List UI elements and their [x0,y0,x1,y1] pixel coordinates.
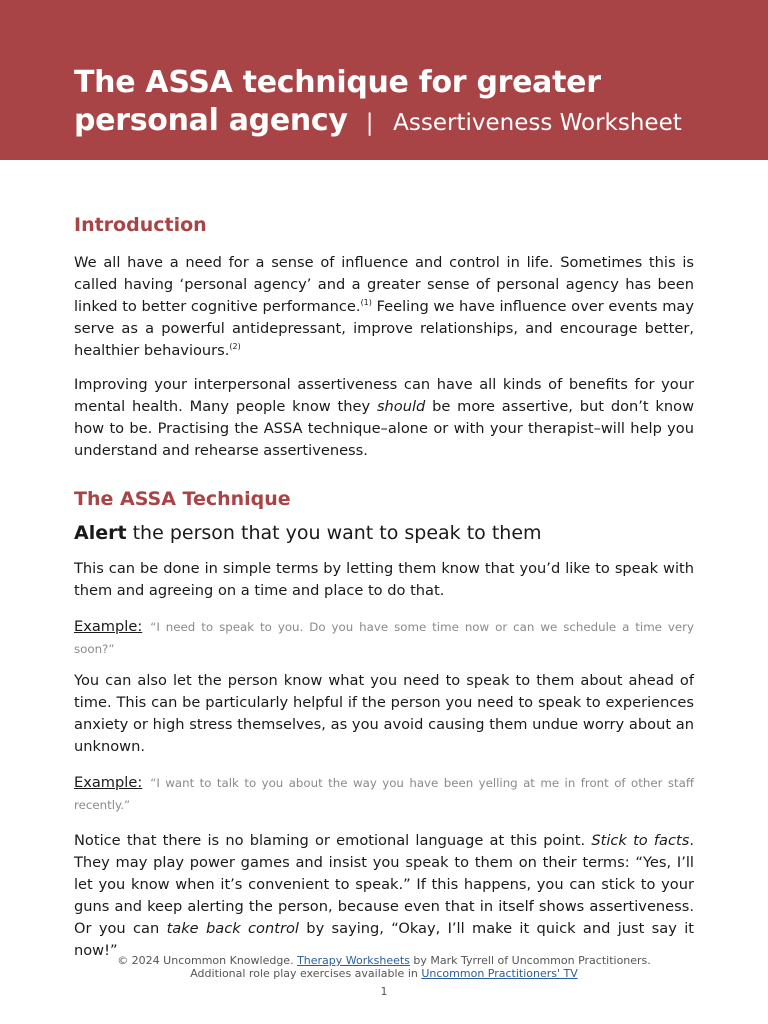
p2-emphasis: should [376,398,426,415]
intro-paragraph-1 [74,252,694,362]
therapy-worksheets-link[interactable]: Therapy Worksheets [297,954,410,967]
p5-text-a: Notice that there is no blaming or emotional language at this point. [74,832,592,849]
header-banner [0,0,768,160]
page-title [74,64,682,142]
subtitle: Assertiveness Worksheet [393,110,682,136]
example-quote: “I need to speak to you. Do you have some time now or can we schedule a time very soon?” [74,620,694,656]
example-label: Example: [74,618,143,635]
technique-heading: The ASSA Technique [74,488,291,510]
title-line-1: The ASSA technique for greater [74,65,601,100]
footer-line-2 [0,967,768,980]
p5-emphasis-2: take back control [166,920,299,937]
p5-emphasis-1: Stick to facts [591,832,690,849]
intro-heading: Introduction [74,214,207,236]
citation-2: (2) [229,342,241,352]
alert-bold: Alert [74,522,127,544]
citation-1: (1) [360,298,372,308]
p5-text-c: by saying, “Okay, I’ll make it quick and just say it now!” [74,920,694,959]
technique-paragraph-3 [74,830,694,962]
practitioners-tv-link[interactable]: Uncommon Practitioners' TV [421,967,578,980]
p5-text-b: . They may play power games and insist you speak to them on their terms: “Yes, I’ll let you know when it’s convenient to speak.” If this happens, you can stick to your guns and keep alerting the person, because even that in itself shows assertiveness. Or you can [74,832,694,937]
technique-paragraph-1: This can be done in simple terms by letting them know that you’d like to speak with them and agreeing on a time and place to do that. [74,560,694,599]
example-1 [74,616,694,660]
p2-text-b: be more assertive, but don’t know how to be. Practising the ASSA technique–alone or with your therapist–will help you understand and rehearse assertiveness. [74,398,694,459]
title-line-2: personal agency [74,103,348,138]
author-text: by Mark Tyrrell of Uncommon Practitioners. [409,954,651,967]
page-number: 1 [380,985,388,998]
footer-line-1 [0,954,768,967]
title-separator: | [365,110,374,136]
alert-rest: the person that you want to speak to them [126,522,542,544]
p2-text-a: Improving your interpersonal assertiveness can have all kinds of benefits for your mental health. Many people know they [74,376,694,415]
example-2 [74,772,694,816]
p1-text-a: We all have a need for a sense of influence and control in life. Sometimes this is called having ‘personal agency’ and a greater sense of personal agency has been linked to better cognitive performance. [74,254,694,315]
example-label: Example: [74,774,143,791]
additional-text: Additional role play exercises available in [190,967,422,980]
example-quote: “I want to talk to you about the way you have been yelling at me in front of other staff recently.” [74,776,694,812]
copyright-text: © 2024 Uncommon Knowledge. [117,954,298,967]
technique-paragraph-2: You can also let the person know what you need to speak to them about ahead of time. This can be particularly helpful if the person you need to speak to experiences anxiety or high stress themselves, as you avoid causing them undue worry about an unknown. [74,672,694,755]
alert-subheading [74,520,694,546]
footer [0,954,768,980]
p1-text-b: Feeling we have influence over events may serve as a powerful antidepressant, improve relationships, and encourage better, healthier behaviours. [74,298,694,359]
main-content [74,212,694,974]
intro-paragraph-2 [74,374,694,462]
